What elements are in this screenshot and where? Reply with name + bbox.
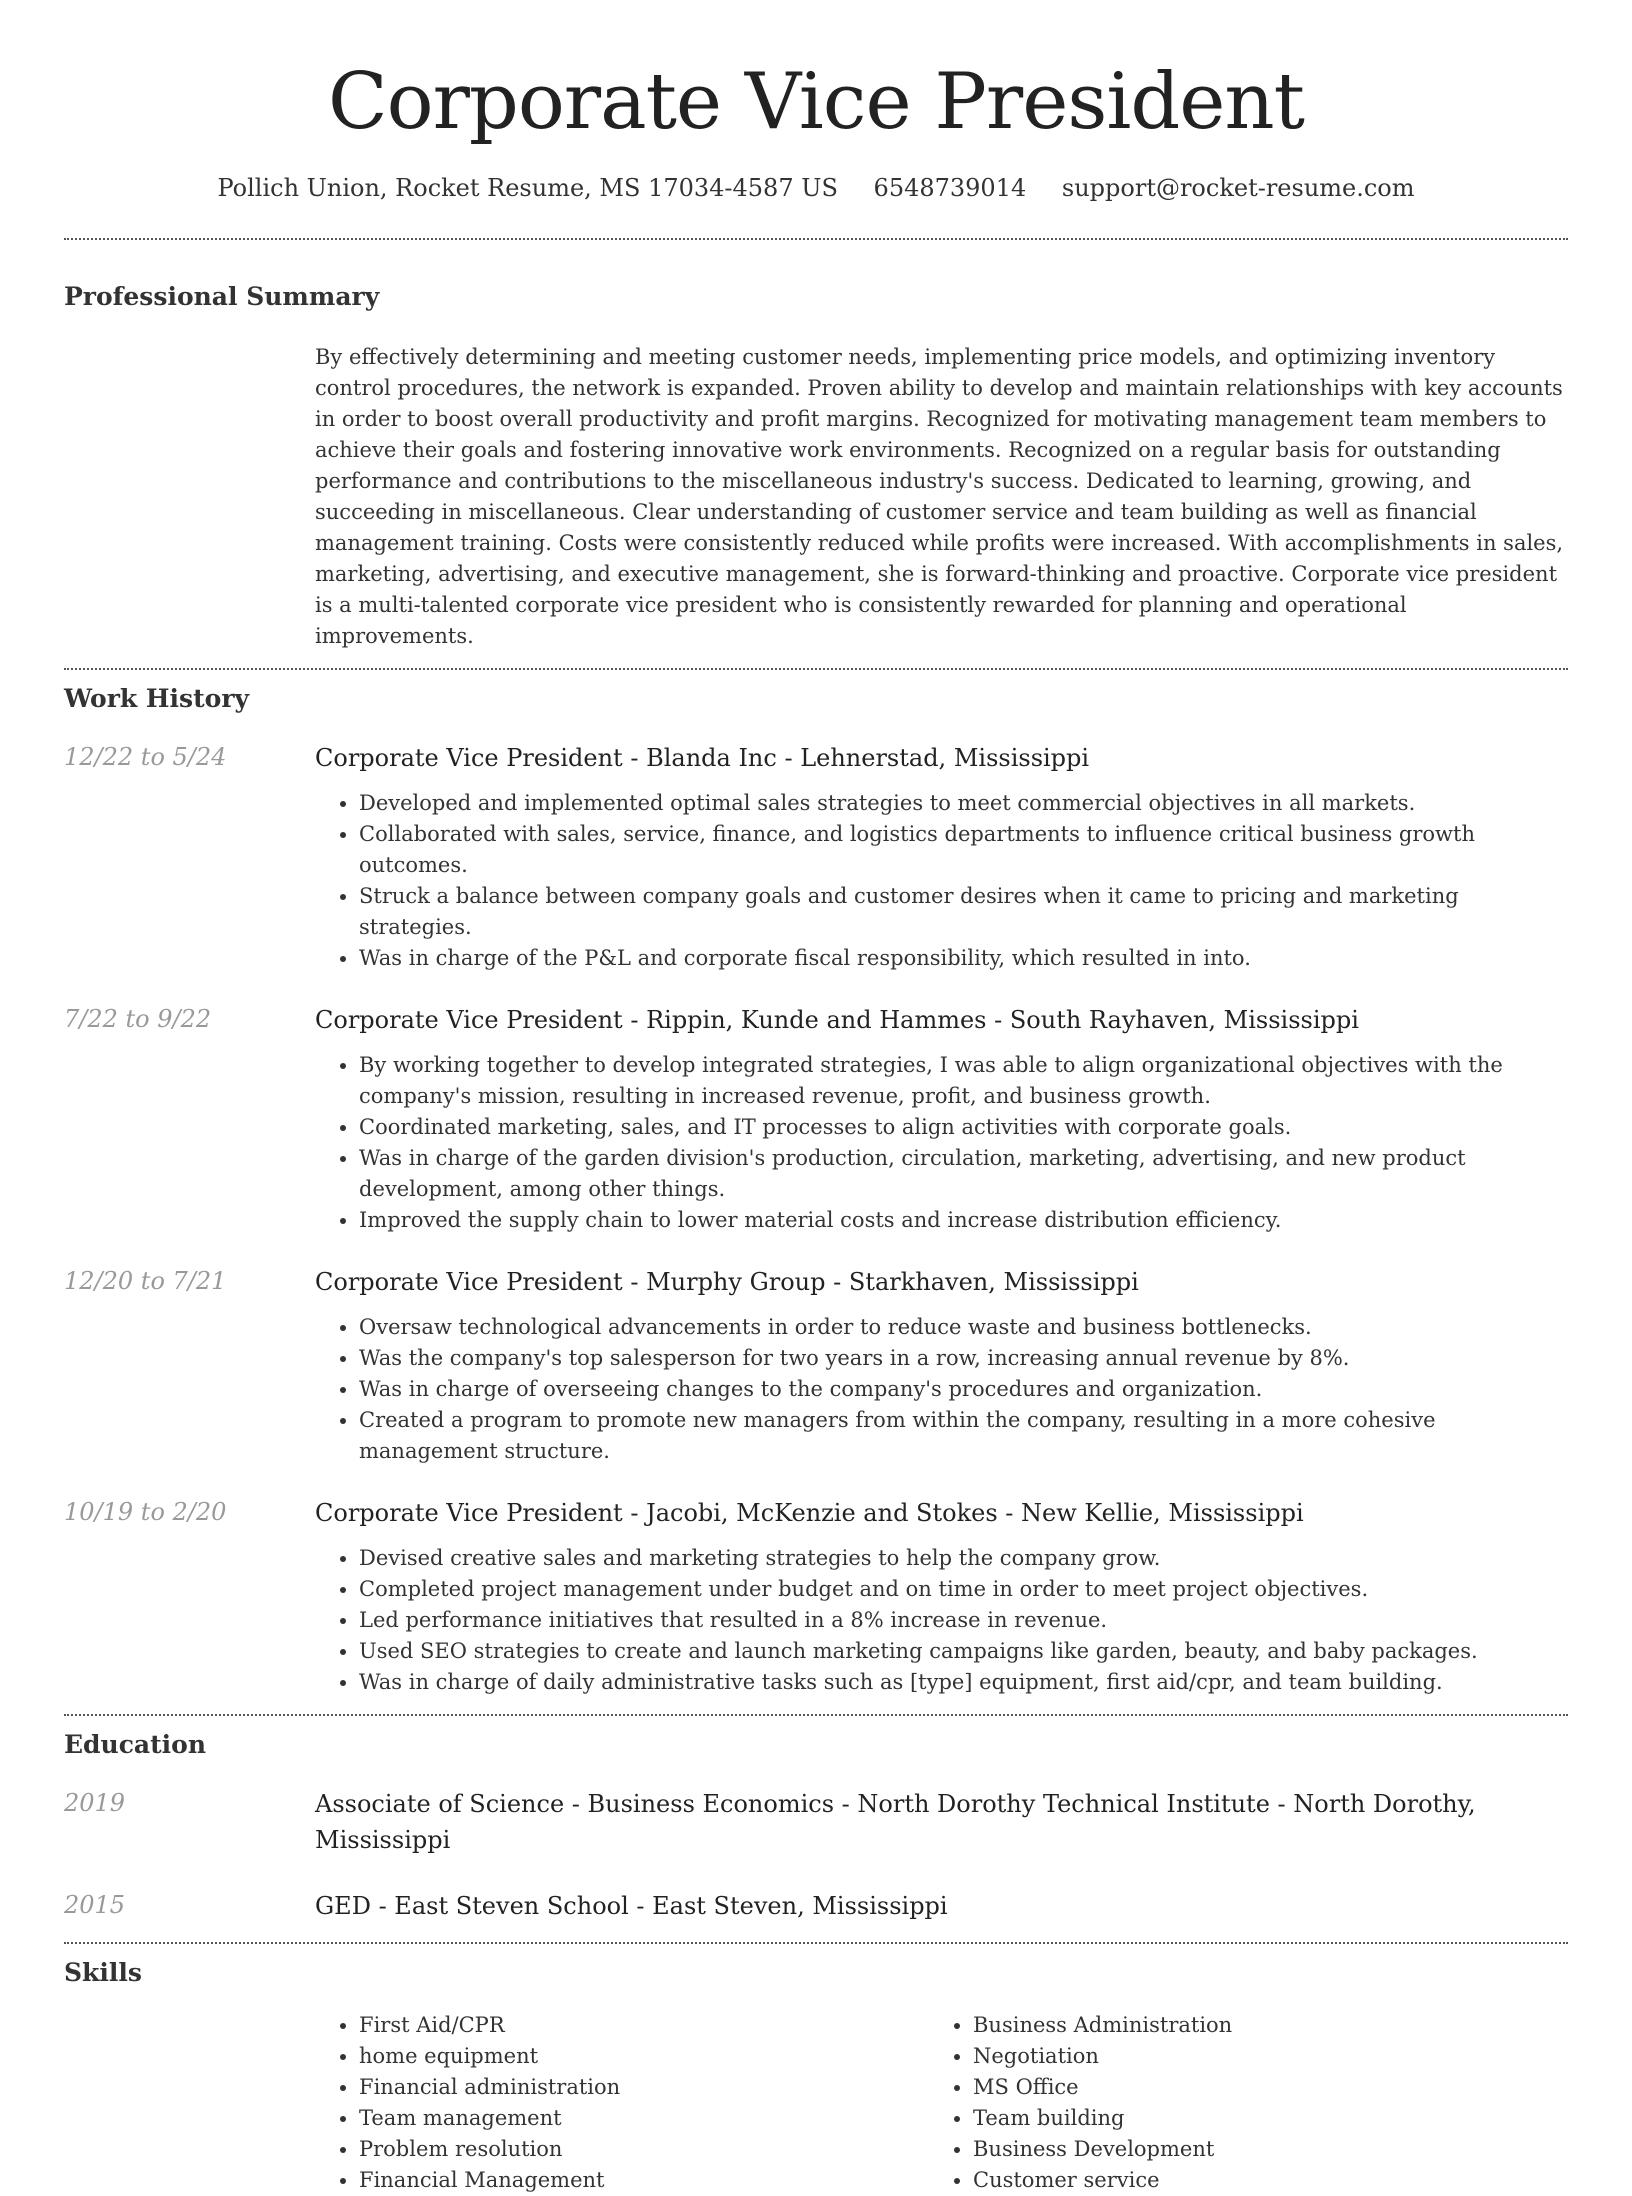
job-bullet: • Led performance initiatives that resulted in a 8% increase in revenue. xyxy=(359,1605,1568,1636)
education-year: 2019 xyxy=(64,1789,126,1817)
skill-item: • First Aid/CPR xyxy=(359,2010,929,2041)
contact-email: support@rocket-resume.com xyxy=(1061,174,1415,202)
work-history-heading: Work History xyxy=(64,684,250,713)
education-year: 2015 xyxy=(64,1891,126,1919)
skill-item: • MS Office xyxy=(973,2072,1543,2103)
education-title: GED - East Steven School - East Steven, Mississippi xyxy=(315,1892,948,1920)
job-dates: 12/22 to 5/24 xyxy=(64,743,227,771)
job-dates: 10/19 to 2/20 xyxy=(64,1498,227,1526)
job-dates: 12/20 to 7/21 xyxy=(64,1267,227,1295)
skill-item: • Business Development xyxy=(973,2134,1543,2165)
skill-item: • home equipment xyxy=(359,2041,929,2072)
job-bullet: • Used SEO strategies to create and launch marketing campaigns like garden, beauty, and baby packages. xyxy=(359,1636,1568,1667)
section-divider xyxy=(64,238,1568,240)
job-bullets xyxy=(315,1050,1568,1236)
skill-item: • Financial administration xyxy=(359,2072,929,2103)
job-bullet: • Coordinated marketing, sales, and IT processes to align activities with corporate goals. xyxy=(359,1112,1568,1143)
job-title: Corporate Vice President - Rippin, Kunde and Hammes - South Rayhaven, Mississippi xyxy=(315,1006,1359,1034)
job-bullet: • Created a program to promote new managers from within the company, resulting in a more cohesive management structure. xyxy=(359,1405,1568,1467)
section-divider xyxy=(64,1714,1568,1716)
job-bullet: • Was in charge of the garden division's production, circulation, marketing, advertising, and new product development, among other things. xyxy=(359,1143,1568,1205)
job-bullet: • Devised creative sales and marketing strategies to help the company grow. xyxy=(359,1543,1568,1574)
skill-item: • Team management xyxy=(359,2103,929,2134)
job-entry xyxy=(64,740,1568,974)
job-entry xyxy=(64,1002,1568,1236)
skills-heading: Skills xyxy=(64,1958,142,1987)
resume-page xyxy=(64,0,1568,2196)
job-bullet: • Improved the supply chain to lower material costs and increase distribution efficiency. xyxy=(359,1205,1568,1236)
job-bullet: • By working together to develop integrated strategies, I was able to align organizational objectives with the company's mission, resulting in increased revenue, profit, and business growth. xyxy=(359,1050,1568,1112)
contact-line xyxy=(64,172,1568,204)
education-title: Associate of Science - Business Economics - North Dorothy Technical Institute - North Dorothy, Mississippi xyxy=(315,1790,1476,1854)
job-bullet: • Was the company's top salesperson for two years in a row, increasing annual revenue by 8%. xyxy=(359,1343,1568,1374)
skill-item: • Negotiation xyxy=(973,2041,1543,2072)
skills-column-right xyxy=(929,2010,1543,2196)
job-bullet: • Was in charge of overseeing changes to the company's procedures and organization. xyxy=(359,1374,1568,1405)
job-bullet: • Struck a balance between company goals and customer desires when it came to pricing and marketing strategies. xyxy=(359,881,1568,943)
job-title: Corporate Vice President - Jacobi, McKenzie and Stokes - New Kellie, Mississippi xyxy=(315,1499,1304,1527)
skill-item: • Customer service xyxy=(973,2165,1543,2196)
job-bullet: • Completed project management under budget and on time in order to meet project objectives. xyxy=(359,1574,1568,1605)
education-entry xyxy=(64,1786,1568,1858)
education-entry xyxy=(64,1888,1568,1924)
skill-item: • Team building xyxy=(973,2103,1543,2134)
section-divider xyxy=(64,668,1568,670)
job-bullets xyxy=(315,1543,1568,1698)
job-bullet: • Oversaw technological advancements in order to reduce waste and business bottlenecks. xyxy=(359,1312,1568,1343)
job-entry xyxy=(64,1264,1568,1467)
job-dates: 7/22 to 9/22 xyxy=(64,1005,212,1033)
job-bullet: • Developed and implemented optimal sales strategies to meet commercial objectives in all markets. xyxy=(359,788,1568,819)
skill-item: • Problem resolution xyxy=(359,2134,929,2165)
skill-item: • Business Administration xyxy=(973,2010,1543,2041)
summary-heading: Professional Summary xyxy=(64,282,380,311)
skills-list xyxy=(315,2010,1568,2196)
education-heading: Education xyxy=(64,1730,207,1759)
job-title: Corporate Vice President - Murphy Group - Starkhaven, Mississippi xyxy=(315,1268,1139,1296)
summary-text: By effectively determining and meeting customer needs, implementing price models, and optimizing inventory control procedures, the network is expanded. Proven ability to develop and maintain relationships with key accounts in order to boost overall productivity and profit margins. Recognized for motivating management team members to achieve their goals and fostering innovative work environments. Recognized on a regular basis for outstanding performance and contributions to the miscellaneous industry's success. Dedicated to learning, growing, and succeeding in miscellaneous. Clear understanding of customer service and team building as well as financial management training. Costs were consistently reduced while profits were increased. With accomplishments in sales, marketing, advertising, and executive management, she is forward-thinking and proactive. Corporate vice president is a multi-talented corporate vice president who is consistently rewarded for planning and operational improvements. xyxy=(315,345,1564,648)
contact-phone: 6548739014 xyxy=(873,174,1027,202)
job-bullet: • Collaborated with sales, service, finance, and logistics departments to influence critical business growth outcomes. xyxy=(359,819,1568,881)
skills-column-left xyxy=(315,2010,929,2196)
resume-name: Corporate Vice President xyxy=(327,57,1305,147)
job-bullets xyxy=(315,1312,1568,1467)
job-bullets xyxy=(315,788,1568,974)
job-bullet: • Was in charge of daily administrative tasks such as [type] equipment, first aid/cpr, and team building. xyxy=(359,1667,1568,1698)
contact-address: Pollich Union, Rocket Resume, MS 17034-4587 US xyxy=(217,174,838,202)
job-bullet: • Was in charge of the P&L and corporate fiscal responsibility, which resulted in into. xyxy=(359,943,1568,974)
job-title: Corporate Vice President - Blanda Inc - Lehnerstad, Mississippi xyxy=(315,744,1090,772)
section-divider xyxy=(64,1942,1568,1944)
skill-item: • Financial Management xyxy=(359,2165,929,2196)
job-entry xyxy=(64,1495,1568,1698)
